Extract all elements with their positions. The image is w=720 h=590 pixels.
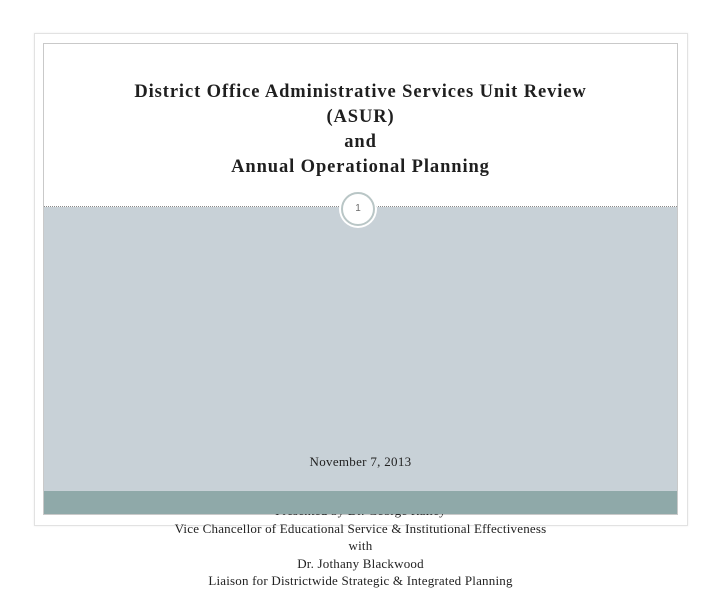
presenter-line-2: Vice Chancellor of Educational Service & Institutional Effectiveness <box>174 520 547 536</box>
footer-band <box>44 491 677 514</box>
presenter-line-3: with <box>348 538 373 553</box>
title-line-3: and <box>344 132 377 152</box>
title-line-1: District Office Administrative Services Unit Review <box>134 82 587 102</box>
presenter-line-4: Dr. Jothany Blackwood <box>297 555 424 571</box>
content-area <box>44 207 677 588</box>
title-line-4: Annual Operational Planning <box>231 157 490 177</box>
slide-title <box>44 80 677 180</box>
presentation-date: November 7, 2013 <box>309 454 412 469</box>
presenter-block <box>44 502 677 590</box>
title-line-2: (ASUR) <box>326 107 395 127</box>
page-number-badge: 1 <box>341 192 375 226</box>
presenter-line-5: Liaison for Districtwide Strategic & Integrated Planning <box>208 573 513 588</box>
slide <box>43 43 678 588</box>
title-area <box>44 44 677 206</box>
